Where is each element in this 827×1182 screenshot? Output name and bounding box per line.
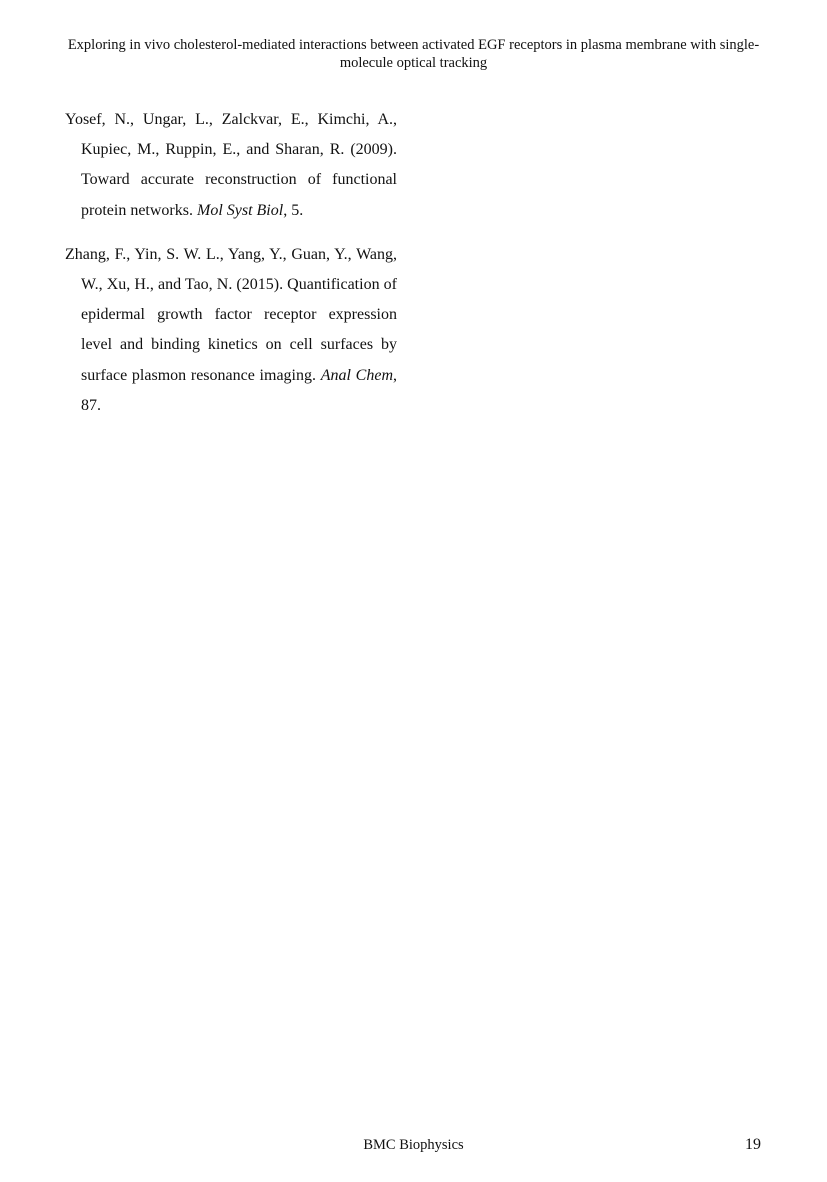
reference-title: Toward accurate reconstruction of functional protein networks. [81,171,397,219]
page-number: 19 [745,1136,761,1153]
reference-authors-year: Zhang, F., Yin, S. W. L., Yang, Y., Guan, Y., Wang, W., Xu, H., and Tao, N. (2015). [65,245,397,294]
running-header [60,36,767,72]
reference-title: Quantification of epidermal growth factor receptor expression level and binding kinetics on cell surfaces by surface plasmon resonance imaging. [81,276,397,384]
paper-title-header: Exploring in vivo cholesterol-mediated interactions between activated EGF receptors in plasma membrane with single-molecule optical tracking [67,37,760,71]
reference-entry [65,240,397,421]
reference-list [65,105,397,435]
reference-entry [65,105,397,226]
reference-venue: Anal Chem [320,366,394,384]
journal-name: BMC Biophysics [363,1137,464,1153]
reference-volume: , 87. [81,366,398,414]
reference-volume: , 5. [283,201,304,219]
reference-venue: Mol Syst Biol [196,201,284,219]
reference-authors-year: Yosef, N., Ungar, L., Zalckvar, E., Kimchi, A., Kupiec, M., Ruppin, E., and Sharan, R. (2009). [65,111,397,159]
